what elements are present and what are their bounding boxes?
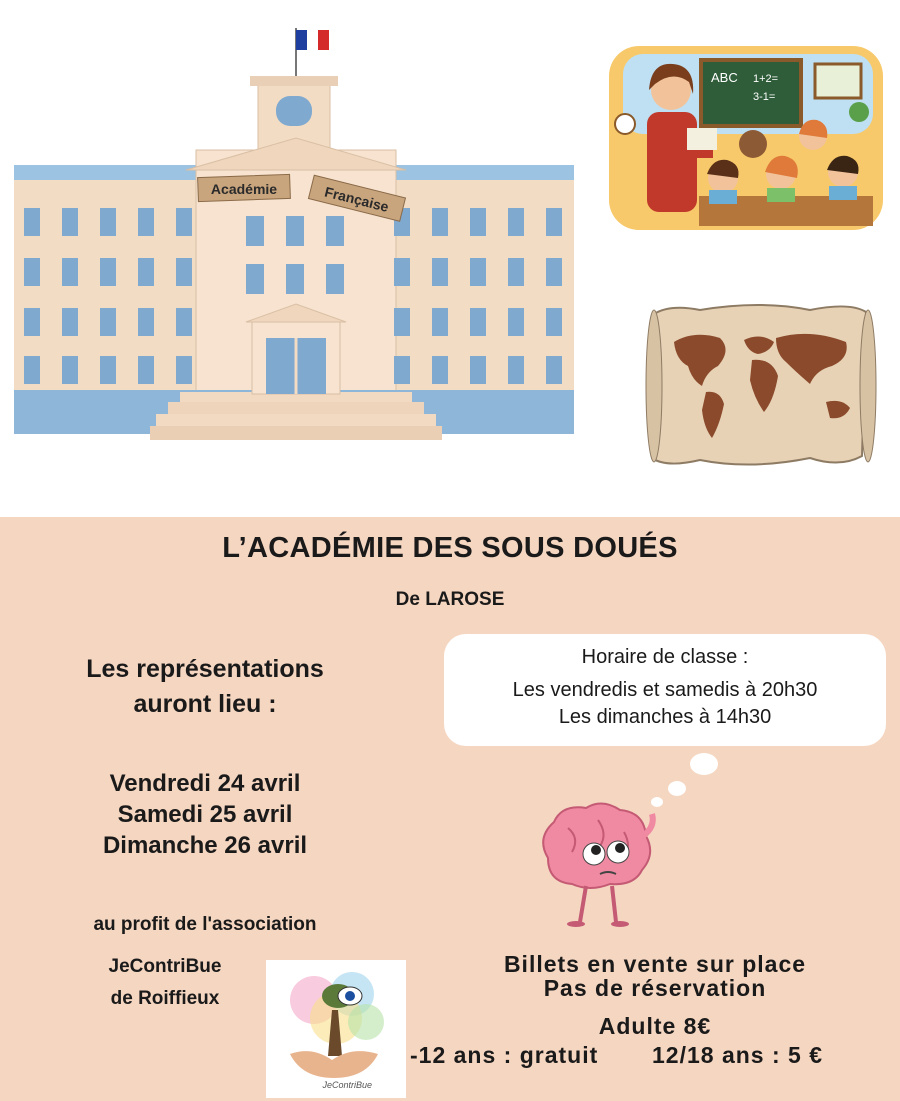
classroom-illustration <box>603 40 889 236</box>
brain-character-illustration <box>528 798 658 928</box>
performances-intro-line1: Les représentations <box>86 655 324 683</box>
school-building-illustration <box>0 20 600 460</box>
beneficiary-line1: au profit de l'association <box>93 914 317 935</box>
date-item: Vendredi 24 avril <box>109 770 301 797</box>
beneficiary-line3: de Roiffieux <box>110 988 220 1009</box>
chalkboard-text-3: 3-1= <box>753 91 776 103</box>
date-item: Samedi 25 avril <box>117 801 293 829</box>
thought-bubble-dot <box>690 753 718 775</box>
association-logo <box>266 960 406 1098</box>
price-under-12: -12 ans : gratuit <box>410 1042 599 1068</box>
event-title: L’ACADÉMIE DES SOUS DOUÉS <box>222 532 678 564</box>
illustration-area <box>0 0 900 517</box>
performances-intro-line2: auront lieu : <box>133 690 277 718</box>
schedule-line: Les dimanches à 14h30 <box>558 706 772 728</box>
tickets-line2: Pas de réservation <box>543 975 767 1001</box>
event-subtitle: De LAROSE <box>395 589 505 610</box>
thought-bubble-dot <box>668 781 686 796</box>
date-item: Dimanche 26 avril <box>102 832 308 860</box>
schedule-bubble <box>444 634 886 746</box>
price-adult: Adulte 8€ <box>598 1013 712 1039</box>
building-sign-right: Française <box>323 183 391 215</box>
schedule-line: Les vendredis et samedis à 20h30 <box>512 679 818 701</box>
price-teen: 12/18 ans : 5 € <box>652 1042 823 1068</box>
world-map-illustration <box>640 300 880 472</box>
association-logo-text: JeContriBue <box>322 1080 372 1090</box>
tickets-line1: Billets en vente sur place <box>503 951 807 977</box>
chalkboard-text-2: 1+2= <box>753 73 779 85</box>
performance-dates <box>20 768 390 862</box>
performances-intro <box>20 652 390 722</box>
building-sign-left: Académie <box>210 181 278 197</box>
chalkboard-text-1: ABC <box>711 70 738 85</box>
beneficiary-line2: JeContriBue <box>108 956 222 977</box>
schedule-heading: Horaire de classe : <box>581 646 749 668</box>
